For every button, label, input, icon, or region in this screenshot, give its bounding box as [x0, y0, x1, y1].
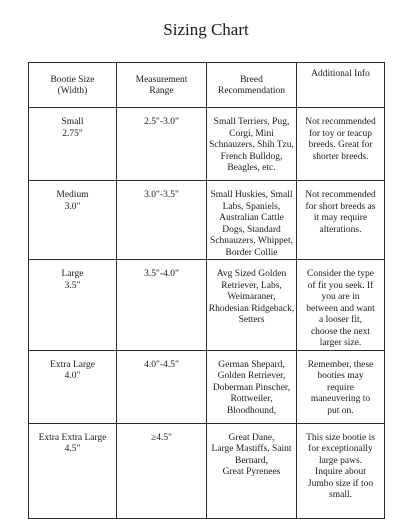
cell-text: Small Huskies, Small — [210, 190, 293, 200]
cell-text: 4.0"-4.5" — [144, 359, 179, 370]
cell-text: Schnauzers, Shih Tzu, — [209, 140, 294, 150]
cell-text: between and want — [306, 303, 375, 314]
cell-text: a looser fit, — [318, 315, 362, 325]
cell-text: 3.5"-4.0" — [144, 269, 179, 279]
cell-text: Schnauzers, Whippet, — [210, 236, 293, 246]
cell-text: Jumbo size if too — [307, 478, 374, 489]
cell-text: 4.0" — [64, 371, 81, 381]
range-cell — [117, 350, 207, 423]
header-text: Measurement — [135, 74, 188, 85]
cell-text: Dogs, Standard — [222, 224, 281, 235]
cell-text: Consider the type — [306, 269, 374, 279]
cell-text: Beagles, etc. — [227, 163, 276, 173]
range-cell — [117, 108, 207, 181]
breeds-cell — [207, 108, 297, 181]
cell-text: Golden Retriever, — [217, 371, 286, 381]
breeds-cell — [207, 260, 297, 351]
cell-text: require — [327, 382, 354, 393]
cell-text: Border Collie — [225, 247, 278, 258]
range-cell — [117, 423, 207, 518]
cell-text: Large Mastiffs, Saint — [211, 444, 292, 454]
cell-text: Great Dane, — [228, 432, 275, 443]
range-cell — [117, 181, 207, 260]
cell-text: Rottweiler, — [230, 394, 273, 404]
breeds-cell — [207, 423, 297, 518]
header-bootie-size — [29, 63, 117, 108]
size-cell — [29, 350, 117, 423]
table-row — [29, 108, 385, 181]
size-cell — [29, 260, 117, 351]
size-cell — [29, 181, 117, 260]
cell-text: it may require — [313, 213, 368, 223]
header-row — [29, 63, 385, 108]
cell-text: for exceptionally — [308, 444, 373, 454]
cell-text: ≥4.5" — [151, 432, 172, 443]
breeds-cell — [207, 181, 297, 260]
table-row — [29, 350, 385, 423]
cell-text: Bloodhound, — [226, 405, 277, 416]
cell-text: put on. — [327, 405, 354, 416]
cell-text: Retriever, Labs, — [221, 280, 282, 291]
cell-text: Great Pyrenees — [222, 467, 281, 477]
cell-text: Large — [61, 269, 84, 279]
cell-text: Weimaraner, — [227, 292, 276, 302]
cell-text: Avg Sized Golden — [216, 269, 287, 279]
cell-text: Rhodesian Ridgeback, — [208, 303, 295, 314]
cell-text: small. — [329, 490, 352, 500]
cell-text: Doberman Pinscher, — [212, 382, 291, 393]
info-cell — [297, 423, 385, 518]
size-cell — [29, 423, 117, 518]
cell-text: 4.5" — [64, 444, 81, 454]
range-cell — [117, 260, 207, 351]
header-text: Recommendation — [217, 86, 285, 96]
cell-text: large paws. — [318, 455, 363, 466]
header-text: Bootie Size — [50, 74, 95, 85]
cell-text: Not recommended — [305, 117, 376, 127]
cell-text: Labs, Spaniels, — [222, 201, 281, 212]
cell-text: shorter breeds. — [312, 151, 369, 162]
cell-text: booties may — [317, 371, 364, 381]
cell-text: Inquire about — [315, 467, 366, 477]
cell-text: Bernard, — [235, 455, 268, 466]
header-measurement-range — [117, 63, 207, 108]
cell-text: Setters — [238, 315, 265, 325]
header-text: Range — [149, 86, 174, 96]
cell-text: Australian Cattle — [219, 213, 284, 223]
table-row — [29, 260, 385, 351]
breeds-cell — [207, 350, 297, 423]
cell-text: Remember, these — [307, 359, 374, 370]
cell-text: larger size. — [319, 338, 362, 348]
cell-text: Corgi, Mini — [229, 128, 274, 139]
cell-text: 3.5" — [64, 280, 81, 291]
header-text: (Width) — [57, 86, 88, 96]
cell-text: German Shepard, — [218, 359, 285, 370]
cell-text: you are in — [321, 292, 360, 302]
sizing-chart-table — [28, 62, 385, 519]
cell-text: 2.5"-3.0" — [144, 117, 179, 127]
table-row — [29, 181, 385, 260]
cell-text: for short breeds as — [305, 201, 376, 212]
info-cell — [297, 350, 385, 423]
table-row — [29, 423, 385, 518]
size-cell — [29, 108, 117, 181]
cell-text: breeds. Great for — [308, 140, 373, 150]
cell-text: alterations. — [319, 224, 362, 235]
cell-text: 3.0"-3.5" — [144, 190, 179, 200]
cell-text: This size bootie is — [306, 432, 375, 443]
cell-text: choose the next — [310, 326, 371, 337]
cell-text: Small — [61, 117, 84, 127]
info-cell — [297, 260, 385, 351]
cell-text: Extra Large — [50, 359, 95, 370]
page-title: Sizing Chart — [163, 20, 249, 39]
cell-text: French Bulldog, — [220, 151, 283, 162]
info-cell — [297, 181, 385, 260]
info-cell — [297, 108, 385, 181]
cell-text: Not recommended — [305, 190, 376, 200]
cell-text: Medium — [56, 190, 89, 200]
cell-text: Extra Extra Large — [38, 432, 107, 443]
cell-text: Small Terriers, Pug, — [213, 117, 290, 127]
cell-text: 2.75" — [62, 128, 83, 139]
cell-text: 3.0" — [64, 201, 81, 212]
header-additional-info — [297, 63, 385, 108]
cell-text: of fit you seek. If — [307, 280, 374, 291]
header-text: Additional Info — [311, 69, 370, 79]
cell-text: for toy or teacup — [308, 128, 373, 139]
header-breed-recommendation — [207, 63, 297, 108]
header-text: Breed — [240, 74, 263, 85]
cell-text: maneuvering to — [310, 394, 371, 404]
